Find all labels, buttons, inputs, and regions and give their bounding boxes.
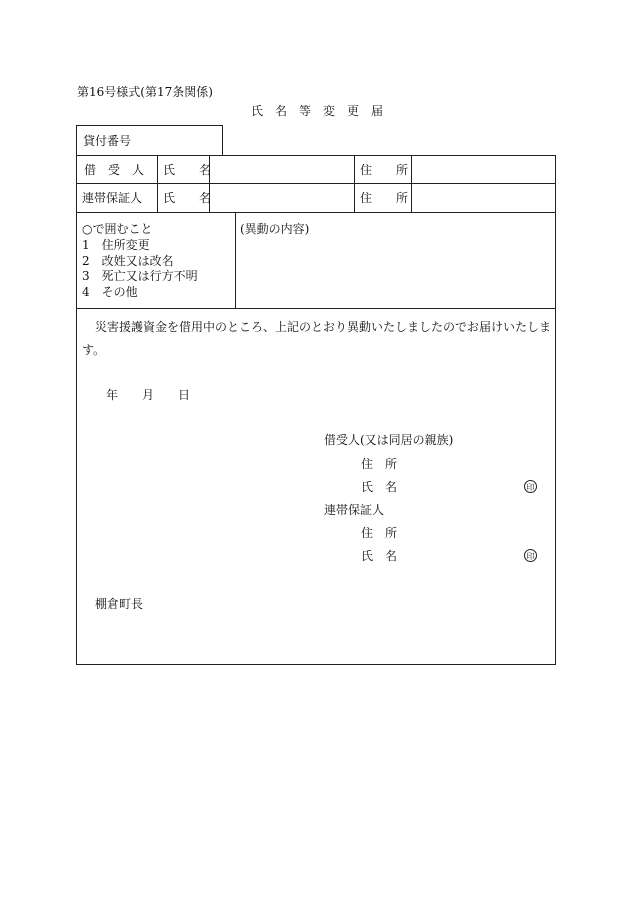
borrower-address-label: 住 所 xyxy=(360,163,409,177)
row-divider xyxy=(76,212,556,213)
option-address-change: 1 住所変更 xyxy=(82,238,150,252)
details-label: (異動の内容) xyxy=(240,222,310,236)
guarantor-signature-name: 氏 名 xyxy=(361,549,398,563)
col-divider xyxy=(354,155,355,212)
row-divider xyxy=(76,183,556,184)
date-year: 年 xyxy=(106,388,119,402)
borrower-name-label: 氏 名 xyxy=(163,163,212,177)
guarantor-role: 連帯保証人 xyxy=(82,191,143,205)
option-name-change: 2 改姓又は改名 xyxy=(82,254,174,268)
date-month: 月 xyxy=(142,388,155,402)
declaration-line2: す。 xyxy=(82,343,106,357)
form-title: 氏 名 等 変 更 届 xyxy=(251,104,384,118)
row-divider xyxy=(76,308,556,309)
option-other: 4 その他 xyxy=(82,285,138,299)
seal-stamp-icon: 印 xyxy=(524,480,537,493)
guarantor-signature-title: 連帯保証人 xyxy=(324,503,385,517)
col-divider xyxy=(411,155,412,212)
declaration-line1: 災害援護資金を借用中のところ、上記のとおり異動いたしましたのでお届けいたしま xyxy=(95,320,552,334)
borrower-signature-title: 借受人(又は同居の親族) xyxy=(324,433,454,447)
guarantor-signature-address: 住 所 xyxy=(361,526,398,540)
borrower-signature-name: 氏 名 xyxy=(361,480,398,494)
form-number: 第16号様式(第17条関係) xyxy=(77,85,213,99)
guarantor-address-label: 住 所 xyxy=(360,191,409,205)
date-day: 日 xyxy=(178,388,191,402)
guarantor-name-label: 氏 名 xyxy=(163,191,212,205)
option-death-missing: 3 死亡又は行方不明 xyxy=(82,269,198,283)
borrower-role: 借 受 人 xyxy=(84,163,145,177)
circle-instruction: ○で囲むこと xyxy=(82,222,153,236)
col-divider xyxy=(235,212,236,308)
addressee: 棚倉町長 xyxy=(95,597,144,611)
seal-stamp-icon: 印 xyxy=(524,549,537,562)
loan-number-label: 貸付番号 xyxy=(83,134,132,148)
borrower-signature-address: 住 所 xyxy=(361,457,398,471)
col-divider xyxy=(157,155,158,212)
